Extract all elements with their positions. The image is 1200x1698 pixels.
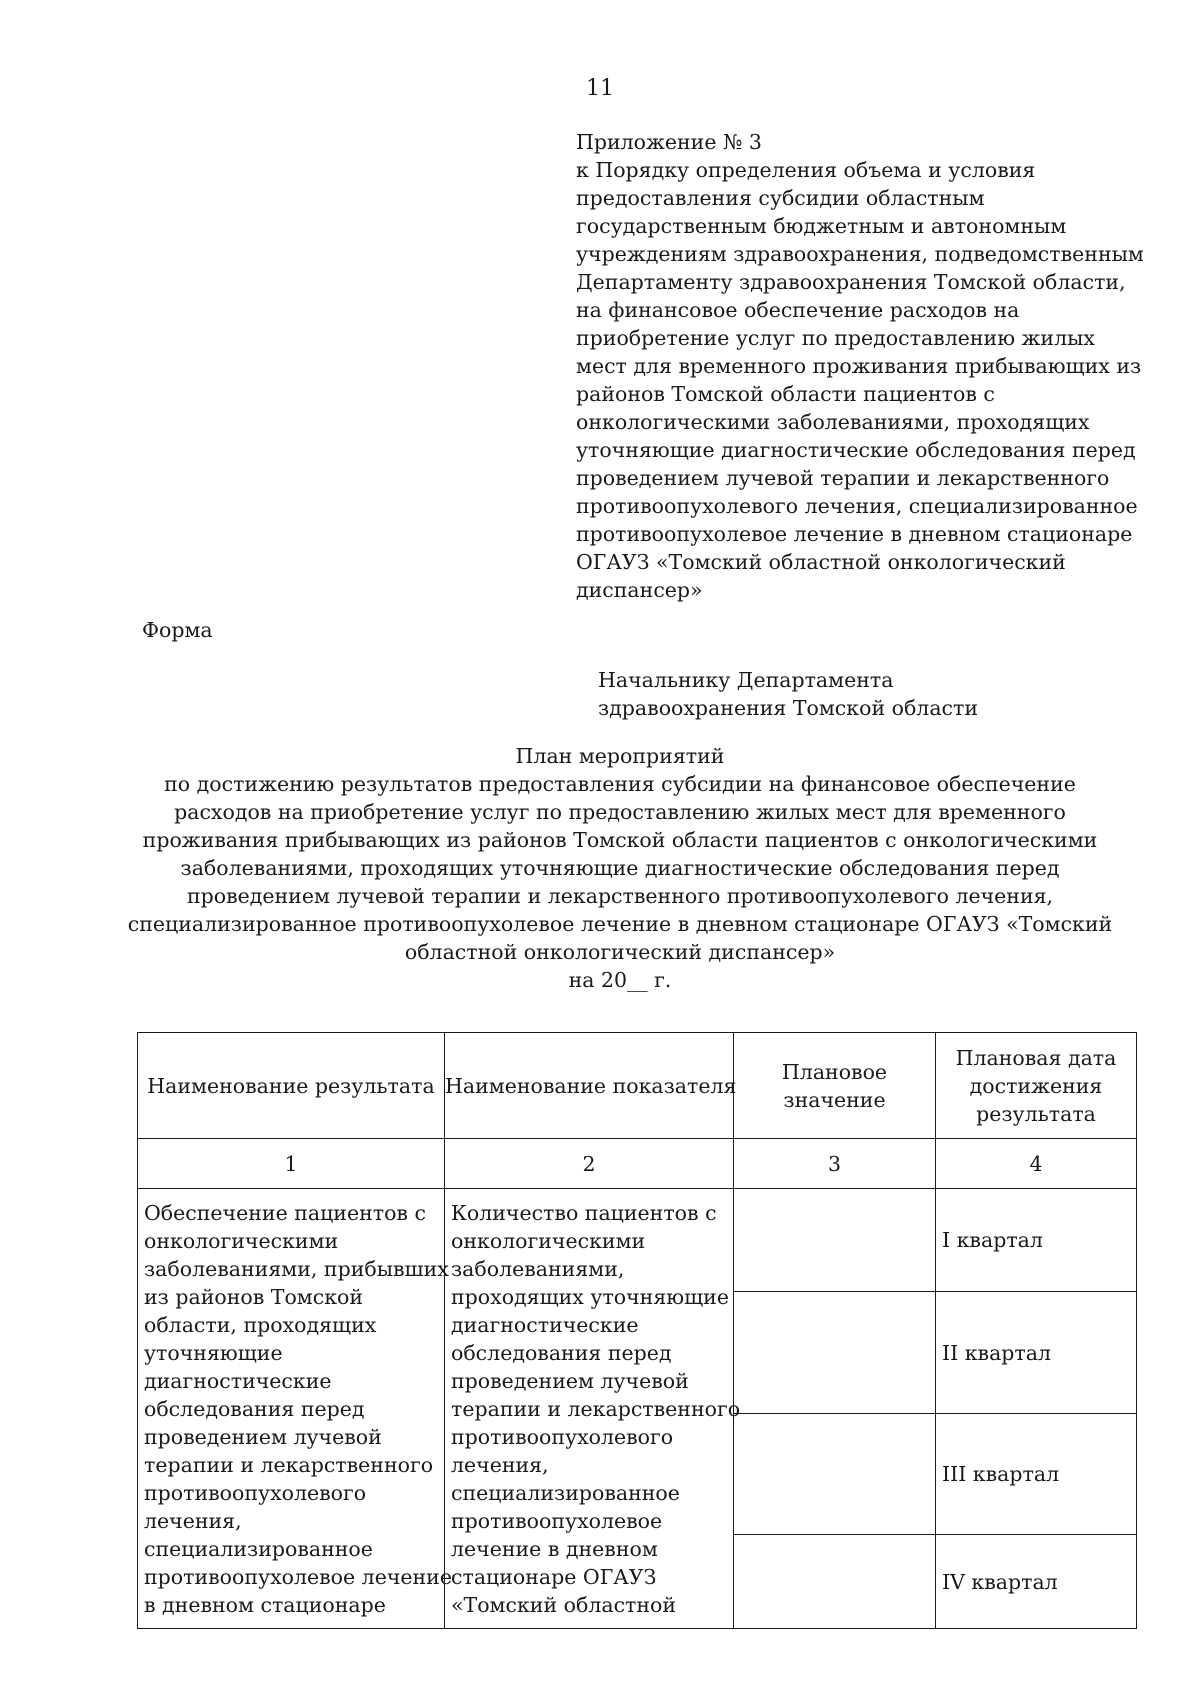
appendix-line: на финансовое обеспечение расходов на <box>576 298 1020 322</box>
quarter-cell: I квартал <box>936 1189 1137 1292</box>
column-number: 3 <box>734 1139 936 1189</box>
plan-title-line: проживания прибывающих из районов Томской области пациентов с онкологическими <box>142 828 1098 852</box>
appendix-line: диспансер» <box>576 578 703 602</box>
appendix-line: предоставления субсидии областным <box>576 186 985 210</box>
appendix-line: приобретение услуг по предоставлению жилых <box>576 326 1095 350</box>
form-label: Форма <box>142 618 213 642</box>
table-header-row <box>138 1033 1137 1139</box>
header-planned-date: Плановая дата достижения результата <box>936 1033 1137 1139</box>
appendix-line: Департаменту здравоохранения Томской области, <box>576 270 1126 294</box>
plan-title-line: по достижению результатов предоставления субсидии на финансовое обеспечение <box>164 772 1076 796</box>
appendix-line: ОГАУЗ «Томский областной онкологический <box>576 550 1066 574</box>
appendix-line: противоопухолевого лечения, специализированное <box>576 494 1138 518</box>
planned-value-cell <box>734 1189 936 1292</box>
appendix-line: онкологическими заболеваниями, проходящих <box>576 410 1090 434</box>
quarter-cell: II квартал <box>936 1292 1137 1414</box>
plan-title-line: расходов на приобретение услуг по предоставлению жилых мест для временного <box>174 800 1066 824</box>
column-number: 4 <box>936 1139 1137 1189</box>
plan-title-line: заболеваниями, проходящих уточняющие диагностические обследования перед <box>180 856 1060 880</box>
page-number: 11 <box>586 76 614 101</box>
addressee-line: Начальнику Департамента <box>598 668 894 692</box>
plan-title-line: План мероприятий <box>515 744 725 768</box>
quarter-cell: IV квартал <box>936 1535 1137 1629</box>
appendix-block <box>576 128 1176 604</box>
indicator-name-cell: Количество пациентов с онкологическими заболеваниями, проходящих уточняющие диагностические обследования перед проведением лучевой терапии и лекарственного противоопухолевого лечения, специализированное противоопухолевое лечение в дневном стационаре ОГАУЗ «Томский областной <box>445 1189 734 1629</box>
planned-value-cell <box>734 1535 936 1629</box>
table-row <box>138 1189 1137 1292</box>
appendix-line: проведением лучевой терапии и лекарственного <box>576 466 1110 490</box>
planned-value-cell <box>734 1414 936 1535</box>
plan-title-line: областной онкологический диспансер» <box>404 940 836 964</box>
appendix-line: противоопухолевое лечение в дневном стационаре <box>576 522 1133 546</box>
addressee-block <box>598 666 978 722</box>
plan-title <box>100 742 1140 994</box>
appendix-line: учреждениям здравоохранения, подведомственным <box>576 242 1144 266</box>
column-number: 1 <box>138 1139 445 1189</box>
appendix-line: районов Томской области пациентов с <box>576 382 995 406</box>
header-result-name: Наименование результата <box>138 1033 445 1139</box>
appendix-line: государственным бюджетным и автономным <box>576 214 1067 238</box>
quarter-cell: III квартал <box>936 1414 1137 1535</box>
planned-value-cell <box>734 1292 936 1414</box>
appendix-title: Приложение № 3 <box>576 130 762 154</box>
appendix-line: к Порядку определения объема и условия <box>576 158 1036 182</box>
appendix-line: мест для временного проживания прибывающих из <box>576 354 1142 378</box>
result-name-cell: Обеспечение пациентов с онкологическими заболеваниями, прибывших из районов Томской области, проходящих уточняющие диагностические обследования перед проведением лучевой терапии и лекарственного противоопухолевого лечения, специализированное противоопухолевое лечение в дневном стационаре <box>138 1189 445 1629</box>
column-number: 2 <box>445 1139 734 1189</box>
plan-title-line: специализированное противоопухолевое лечение в дневном стационаре ОГАУЗ «Томский <box>127 912 1113 936</box>
header-planned-value: Плановое значение <box>734 1033 936 1139</box>
header-indicator-name: Наименование показателя <box>445 1033 734 1139</box>
plan-year-line: на 20__ г. <box>568 968 672 992</box>
table-number-row <box>138 1139 1137 1189</box>
appendix-line: уточняющие диагностические обследования перед <box>576 438 1136 462</box>
addressee-line: здравоохранения Томской области <box>598 696 979 720</box>
plan-table <box>137 1032 1137 1629</box>
plan-title-line: проведением лучевой терапии и лекарственного противоопухолевого лечения, <box>186 884 1054 908</box>
